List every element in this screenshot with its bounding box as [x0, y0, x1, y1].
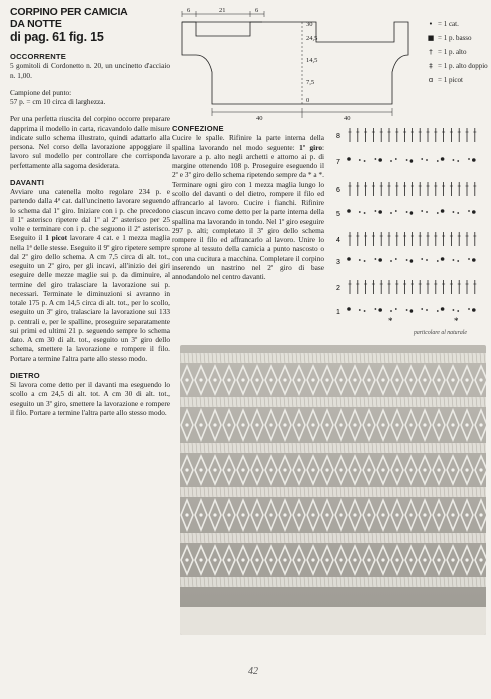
- lace-picot: [185, 468, 188, 471]
- lace-picot: [283, 468, 286, 471]
- lace-picot: [241, 423, 244, 426]
- lace-picot: [451, 558, 454, 561]
- title-line-1: CORPINO PER CAMICIA: [10, 6, 128, 18]
- lace-picot: [367, 378, 370, 381]
- dietro-heading: DIETRO: [10, 370, 40, 380]
- lace-picot: [227, 423, 230, 426]
- schema-label-top-4: 30: [306, 21, 313, 28]
- diagram-chain-dot: [426, 211, 428, 213]
- lace-picot: [451, 468, 454, 471]
- diagram-row-number: 4: [336, 237, 340, 244]
- lace-picot: [255, 558, 258, 561]
- lace-picot: [395, 468, 398, 471]
- diagram-chain-dot: [468, 158, 470, 160]
- diagram-row-number: 6: [336, 187, 340, 194]
- lace-picot: [241, 468, 244, 471]
- lace-picot: [255, 513, 258, 516]
- lace-picot: [465, 468, 468, 471]
- diagram-chain-dot: [421, 258, 423, 260]
- diagram-chain-dot: [457, 160, 459, 162]
- davanti-text: Avviare una catenella molto regolare 234 p. e partendo dalla 4ª cat. dall'uncinetto lavorare seguendo lo schema dal 1º giro. Iniziare con i p. che precedono il 1º asterisco ripetere dal 1º al 2º asterisco per 25 volte e terminare con i p. che seguono il 2º asterisco. Eseguito il 1 picot lavorare 4 cat. e 1 mezza maglia nella 1ª delle stesse. Eseguito il 9º giro ripetere sempre dal 2º giro dello schema. A cm 7,5 circa di alt. tot., eseguito un 2º giro, per gli incavi, all'inizio dei giri eseguire delle mezze maglie sui p. da diminuire, al termine del giro tralasciare la lavorazione sui p. necessari. Terminate le diminuzioni si avranno in totale 175 p. A cm 14,5 circa di alt. tot., per lo scollo, eseguito un 3º giro, tralasciare la lavorazione sui 133 p. centrali e, per le spalline, proseguire separatamente sui primi ed ultimi 21 p. seguendo sempre lo schema dato. A cm 30 di alt. tot., eseguito un 3º giro dello schema, smettere la lavorazione e rompere il filo. Portare a termine l'altra parte allo stesso modo.: [10, 187, 170, 363]
- lace-picot: [199, 468, 202, 471]
- diagram-chain-dot: [347, 307, 351, 311]
- davanti-heading: DAVANTI: [10, 177, 45, 187]
- campione-text: 57 p. = cm 10 circa di larghezza.: [10, 97, 106, 106]
- diagram-chain-dot: [395, 210, 397, 212]
- diagram-chain-dot: [468, 258, 470, 260]
- lace-picot: [339, 378, 342, 381]
- lace-picot: [255, 378, 258, 381]
- diagram-chain-dot: [390, 260, 392, 262]
- lace-picot: [367, 423, 370, 426]
- legend-row: ‡ = 1 p. alto doppio: [424, 62, 488, 71]
- lace-picot: [339, 513, 342, 516]
- schema-label-right-4: 0: [306, 97, 310, 104]
- lace-picot: [381, 423, 384, 426]
- diagram-chain-dot: [364, 310, 366, 312]
- legend-row: ■ = 1 p. basso: [424, 34, 488, 43]
- treble-crochet-icon: ‡: [429, 62, 433, 70]
- diagram-caption: particolare al naturale: [414, 330, 467, 336]
- lace-picot: [325, 423, 328, 426]
- picot-icon: ɑ: [428, 76, 434, 84]
- lace-picot: [311, 468, 314, 471]
- lace-picot: [367, 468, 370, 471]
- diagram-chain-dot: [437, 310, 439, 312]
- lace-picot: [381, 468, 384, 471]
- lace-picot: [339, 468, 342, 471]
- lace-picot: [311, 378, 314, 381]
- diagram-chain-dot: [375, 308, 377, 310]
- lace-picot: [465, 558, 468, 561]
- diagram-row-number: 2: [336, 285, 340, 292]
- diagram-chain-dot: [441, 257, 445, 261]
- diagram-chain-dot: [378, 158, 382, 162]
- lace-picot: [185, 558, 188, 561]
- schema-label-top-2: 21: [219, 7, 226, 14]
- lace-picot: [409, 468, 412, 471]
- diagram-chain-dot: [359, 211, 361, 213]
- diagram-chain-dot: [347, 257, 351, 261]
- left-column: [10, 0, 170, 417]
- lace-picot: [353, 378, 356, 381]
- diagram-chain-dot: [390, 310, 392, 312]
- diagram-chain-dot: [406, 211, 408, 213]
- lace-picot: [255, 423, 258, 426]
- lace-picot: [479, 378, 482, 381]
- diagram-row-number: 3: [336, 259, 340, 266]
- lace-picot: [283, 423, 286, 426]
- lace-picot: [451, 378, 454, 381]
- schema-label-top-3: 6: [255, 7, 259, 14]
- diagram-chain-dot: [457, 310, 459, 312]
- lace-picot: [423, 468, 426, 471]
- schema-label-right-3: 7,5: [306, 79, 315, 86]
- diagram-chain-dot: [457, 212, 459, 214]
- garment-schema: [172, 0, 416, 122]
- diagram-chain-dot: [437, 212, 439, 214]
- diagram-chain-dot: [426, 159, 428, 161]
- lace-picot: [395, 378, 398, 381]
- lace-picot: [311, 558, 314, 561]
- lace-picot: [283, 513, 286, 516]
- schema-label-right-1: 24,5: [306, 35, 318, 42]
- lace-picot: [199, 513, 202, 516]
- legend-row: • = 1 cat.: [424, 20, 488, 29]
- diagram-chain-dot: [364, 260, 366, 262]
- diagram-chain-dot: [472, 258, 476, 262]
- diagram-chain-dot: [453, 211, 455, 213]
- diagram-chain-dot: [359, 309, 361, 311]
- lace-picot: [465, 378, 468, 381]
- lace-picot: [423, 378, 426, 381]
- diagram-chain-dot: [472, 210, 476, 214]
- lace-picot: [297, 468, 300, 471]
- lace-picot: [269, 468, 272, 471]
- diagram-chain-dot: [364, 212, 366, 214]
- diagram-chain-dot: [453, 309, 455, 311]
- lace-picot: [297, 378, 300, 381]
- slip-stitch-icon: ■: [427, 34, 435, 42]
- lace-picot: [227, 558, 230, 561]
- diagram-chain-dot: [441, 307, 445, 311]
- lace-picot: [227, 468, 230, 471]
- diagram-chain-dot: [378, 308, 382, 312]
- lace-picot: [297, 513, 300, 516]
- lace-picot: [213, 558, 216, 561]
- lace-picot: [325, 378, 328, 381]
- lace-picot: [213, 423, 216, 426]
- legend-row: ɑ = 1 picot: [424, 76, 488, 85]
- lace-picot: [409, 423, 412, 426]
- diagram-chain-dot: [426, 309, 428, 311]
- diagram-chain-dot: [453, 159, 455, 161]
- lace-picot: [451, 513, 454, 516]
- diagram-row-number: 1: [336, 309, 340, 316]
- lace-picot: [437, 468, 440, 471]
- lace-picot: [423, 423, 426, 426]
- diagram-chain-dot: [347, 209, 351, 213]
- lace-picot: [353, 468, 356, 471]
- lace-picot: [185, 378, 188, 381]
- lace-picot: [395, 513, 398, 516]
- title-line-2: DA NOTTE: [10, 18, 62, 30]
- diagram-chain-dot: [359, 259, 361, 261]
- diagram-chain-dot: [468, 308, 470, 310]
- diagram-chain-dot: [410, 259, 414, 263]
- campione-label: Campione del punto:: [10, 87, 72, 97]
- legend-row: † = 1 p. alto: [424, 48, 488, 57]
- occorrente-heading: OCCORRENTE: [10, 52, 67, 61]
- lace-picot: [381, 378, 384, 381]
- double-crochet-icon: †: [429, 48, 433, 56]
- lace-picot: [353, 513, 356, 516]
- diagram-chain-dot: [468, 210, 470, 212]
- diagram-chain-dot: [375, 210, 377, 212]
- lace-picot: [465, 423, 468, 426]
- diagram-chain-dot: [406, 309, 408, 311]
- lace-picot: [479, 558, 482, 561]
- confezione-text: Cucire le spalle. Rifinire la parte interna della spallina lavorando nel modo seguente: 1º giro: lavorare a p. alto negli archetti e attorno ai p. di margine ottenendo 108 p. Proseguire eseguendo il 2º e 3º giro dello schema ripetendo sempre da * a *. Terminare ogni giro con 1 mezza maglia lungo lo scollo del davanti o del dietro, rompere il filo ed affrancarlo al lavoro. Cucire i fianchi. Rifinire ciascun incavo come detto per la parte interna della spallina ma lavorando in tondo. Nel 1º giro eseguire 297 p. alti; completato il 3º giro dello schema rompere il filo ed affrancarlo al lavoro. Unire lo sprone al tessuto della camicia a punto nascosto o con una cucitura a macchina. Completare il corpino inserendo un nastrino nel 2º giro di base annodandolo nel centro davanti.: [172, 133, 325, 281]
- lace-picot: [199, 423, 202, 426]
- lace-picot: [297, 558, 300, 561]
- diagram-chain-dot: [421, 158, 423, 160]
- lace-picot: [269, 423, 272, 426]
- diagram-chain-dot: [437, 260, 439, 262]
- diagram-chain-dot: [472, 158, 476, 162]
- lace-picot: [213, 468, 216, 471]
- lace-picot: [367, 513, 370, 516]
- schema-label-bottom-1: 40: [256, 115, 263, 122]
- lace-picot: [325, 468, 328, 471]
- diagram-row-number: 5: [336, 211, 340, 218]
- lace-picot: [199, 558, 202, 561]
- diagram-chain-dot: [457, 260, 459, 262]
- diagram-chain-dot: [410, 211, 414, 215]
- diagram-chain-dot: [347, 157, 351, 161]
- diagram-chain-dot: [426, 259, 428, 261]
- title-line-3: di pag. 61 fig. 15: [10, 30, 104, 44]
- lace-picot: [311, 423, 314, 426]
- lace-picot: [465, 513, 468, 516]
- diagram-chain-dot: [441, 157, 445, 161]
- lace-picot: [437, 378, 440, 381]
- stitch-legend: [424, 20, 488, 90]
- lace-picot: [479, 513, 482, 516]
- lace-picot: [241, 513, 244, 516]
- lace-picot: [227, 378, 230, 381]
- lace-picot: [241, 378, 244, 381]
- dietro-text: Si lavora come detto per il davanti ma eseguendo lo scollo a cm 24,5 di alt. tot. A cm 30 di alt. tot., eseguito un 3º giro, smettere la lavorazione e rompere il filo. Portare a termine l'altra parte allo stesso modo.: [10, 380, 170, 417]
- lace-picot: [395, 558, 398, 561]
- diagram-chain-dot: [378, 258, 382, 262]
- diagram-chain-dot: [375, 258, 377, 260]
- lace-picot: [311, 513, 314, 516]
- lace-picot: [241, 558, 244, 561]
- diagram-chain-dot: [406, 159, 408, 161]
- lace-picot: [269, 378, 272, 381]
- lace-picot: [269, 558, 272, 561]
- lace-picot: [199, 378, 202, 381]
- lace-picot: [409, 558, 412, 561]
- lace-picot: [437, 558, 440, 561]
- confezione-heading: CONFEZIONE: [172, 124, 224, 133]
- lace-picot: [297, 423, 300, 426]
- schema-label-bottom-2: 40: [344, 115, 351, 122]
- diagram-chain-dot: [395, 308, 397, 310]
- diagram-chain-dot: [364, 160, 366, 162]
- lace-picot: [213, 513, 216, 516]
- lace-picot: [479, 423, 482, 426]
- lace-picot: [423, 513, 426, 516]
- lace-picot: [283, 378, 286, 381]
- schema-label-right-2: 14,5: [306, 57, 318, 64]
- diagram-row-number: 7: [336, 159, 340, 166]
- diagram-chain-dot: [378, 210, 382, 214]
- lace-picot: [423, 558, 426, 561]
- lace-picot: [437, 513, 440, 516]
- chain-stitch-icon: •: [428, 20, 434, 28]
- lace-picot: [381, 513, 384, 516]
- lace-picot: [409, 378, 412, 381]
- lace-photo: [180, 345, 486, 635]
- lace-picot: [409, 513, 412, 516]
- lace-picot: [451, 423, 454, 426]
- stitch-diagram: [334, 126, 484, 326]
- lace-picot: [213, 378, 216, 381]
- diagram-chain-dot: [375, 158, 377, 160]
- diagram-asterisk: *: [454, 316, 459, 326]
- intro-text: Per una perfetta riuscita del corpino occorre preparare dapprima il modello in carta, ricavandolo dalle misure indicate sullo schema illustrato, quindi adattarlo alla persona. Nel corso della lavorazione appoggiare il lavoro sul modello per controllare che corrisponda perfettamente alla sagoma desiderata.: [10, 114, 170, 170]
- diagram-chain-dot: [437, 160, 439, 162]
- diagram-chain-dot: [441, 209, 445, 213]
- lace-picot: [367, 558, 370, 561]
- middle-column: [172, 124, 324, 281]
- occorrente-text: 5 gomitoli di Cordonetto n. 20, un uncinetto d'acciaio n. 1,00.: [10, 61, 170, 80]
- diagram-chain-dot: [406, 259, 408, 261]
- lace-picot: [227, 513, 230, 516]
- lace-picot: [325, 558, 328, 561]
- lace-picot: [353, 558, 356, 561]
- diagram-chain-dot: [421, 210, 423, 212]
- diagram-asterisk: *: [388, 316, 393, 326]
- diagram-chain-dot: [395, 158, 397, 160]
- lace-picot: [381, 558, 384, 561]
- lace-picot: [325, 513, 328, 516]
- diagram-chain-dot: [390, 212, 392, 214]
- lace-picot: [479, 468, 482, 471]
- diagram-chain-dot: [472, 308, 476, 312]
- diagram-chain-dot: [410, 309, 414, 313]
- diagram-chain-dot: [421, 308, 423, 310]
- lace-picot: [395, 423, 398, 426]
- diagram-chain-dot: [390, 160, 392, 162]
- lace-picot: [283, 558, 286, 561]
- lace-picot: [353, 423, 356, 426]
- lace-picot: [339, 558, 342, 561]
- lace-picot: [185, 423, 188, 426]
- lace-picot: [437, 423, 440, 426]
- diagram-row-number: 8: [336, 133, 340, 140]
- diagram-chain-dot: [453, 259, 455, 261]
- diagram-chain-dot: [395, 258, 397, 260]
- schema-label-top-1: 6: [187, 7, 191, 14]
- diagram-chain-dot: [410, 159, 414, 163]
- diagram-chain-dot: [359, 159, 361, 161]
- lace-picot: [185, 513, 188, 516]
- page-number: 42: [248, 666, 258, 677]
- lace-picot: [255, 468, 258, 471]
- lace-picot: [339, 423, 342, 426]
- lace-picot: [269, 513, 272, 516]
